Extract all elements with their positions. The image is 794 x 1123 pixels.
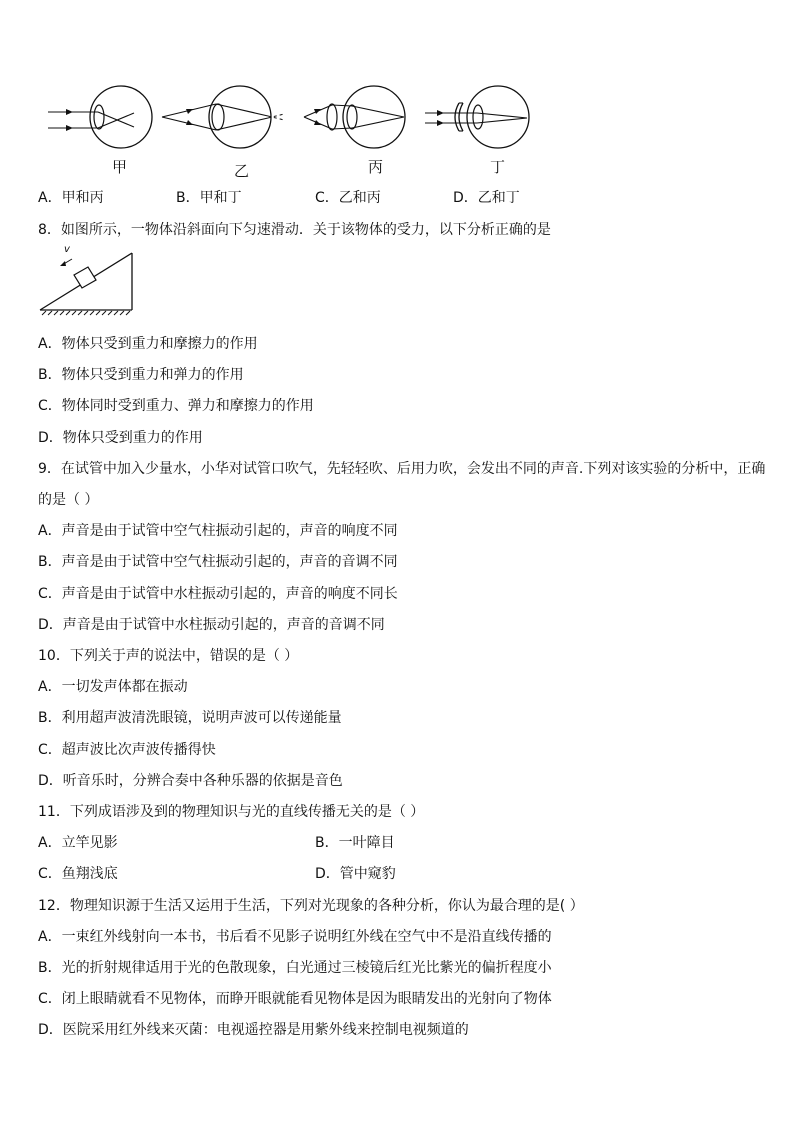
q9-option-b: B．声音是由于试管中空气柱振动引起的，声音的音调不同 xyxy=(38,554,398,570)
q10-option-a: A．一切发声体都在振动 xyxy=(38,679,188,695)
q7-option-b: B．甲和丁 xyxy=(176,190,242,206)
velocity-label: v xyxy=(64,244,70,255)
q8-stem: 8．如图所示，一物体沿斜面向下匀速滑动．关于该物体的受力，以下分析正确的是 xyxy=(38,222,551,238)
q9-option-c: C．声音是由于试管中水柱振动引起的，声音的响度不同长 xyxy=(38,586,398,602)
eye-label-yi: 乙 xyxy=(234,162,250,180)
q9-stem-line1: 9．在试管中加入少量水，小华对试管口吹气，先轻轻吹、后用力吹，会发出不同的声音.下列对该实验的分析中，正确 xyxy=(38,461,766,477)
q11-option-b: B．一叶障目 xyxy=(315,835,395,851)
q10-option-c: C．超声波比次声波传播得快 xyxy=(38,742,216,758)
eye-label-jia: 甲 xyxy=(112,158,128,176)
q12-option-c: C．闭上眼睛就看不见物体，而睁开眼就能看见物体是因为眼睛发出的光射向了物体 xyxy=(38,991,552,1007)
q10-stem: 10．下列关于声的说法中，错误的是（ ） xyxy=(38,648,299,664)
eye-label-bing: 丙 xyxy=(368,158,384,176)
eye-label-ding: 丁 xyxy=(490,158,506,176)
q7-option-d: D．乙和丁 xyxy=(453,190,520,206)
q12-option-b: B．光的折射规律适用于光的色散现象，白光通过三棱镜后红光比紫光的偏折程度小 xyxy=(38,960,552,976)
eye-diagram-bing xyxy=(302,85,422,155)
q7-option-c: C．乙和丙 xyxy=(315,190,381,206)
q11-stem: 11．下列成语涉及到的物理知识与光的直线传播无关的是（ ） xyxy=(38,804,425,820)
q7-option-a: A．甲和丙 xyxy=(38,190,104,206)
q12-stem: 12．物理知识源于生活又运用于生活，下列对光现象的各种分析，你认为最合理的是( ） xyxy=(38,898,584,914)
incline-diagram xyxy=(38,245,138,320)
q9-stem-line2: 的是（ ） xyxy=(38,492,99,508)
q9-option-d: D．声音是由于试管中水柱振动引起的，声音的音调不同 xyxy=(38,617,385,633)
eye-diagram-jia xyxy=(46,85,166,155)
eye-diagram-yi xyxy=(160,85,300,155)
q11-option-a: A．立竿见影 xyxy=(38,835,118,851)
q10-option-d: D．听音乐时，分辨合奏中各种乐器的依据是音色 xyxy=(38,773,343,789)
q8-option-a: A．物体只受到重力和摩擦力的作用 xyxy=(38,336,258,352)
q8-option-d: D．物体只受到重力的作用 xyxy=(38,430,203,446)
q11-option-d: D．管中窥豹 xyxy=(315,866,396,882)
q8-option-b: B．物体只受到重力和弹力的作用 xyxy=(38,367,244,383)
q9-option-a: A．声音是由于试管中空气柱振动引起的，声音的响度不同 xyxy=(38,523,398,539)
q10-option-b: B．利用超声波清洗眼镜，说明声波可以传递能量 xyxy=(38,710,342,726)
q12-option-d: D．医院采用红外线来灭菌：电视遥控器是用紫外线来控制电视频道的 xyxy=(38,1022,469,1038)
eye-diagram-ding xyxy=(423,85,543,155)
q11-option-c: C．鱼翔浅底 xyxy=(38,866,118,882)
q12-option-a: A．一束红外线射向一本书，书后看不见影子说明红外线在空气中不是沿直线传播的 xyxy=(38,929,552,945)
q8-option-c: C．物体同时受到重力、弹力和摩擦力的作用 xyxy=(38,398,314,414)
